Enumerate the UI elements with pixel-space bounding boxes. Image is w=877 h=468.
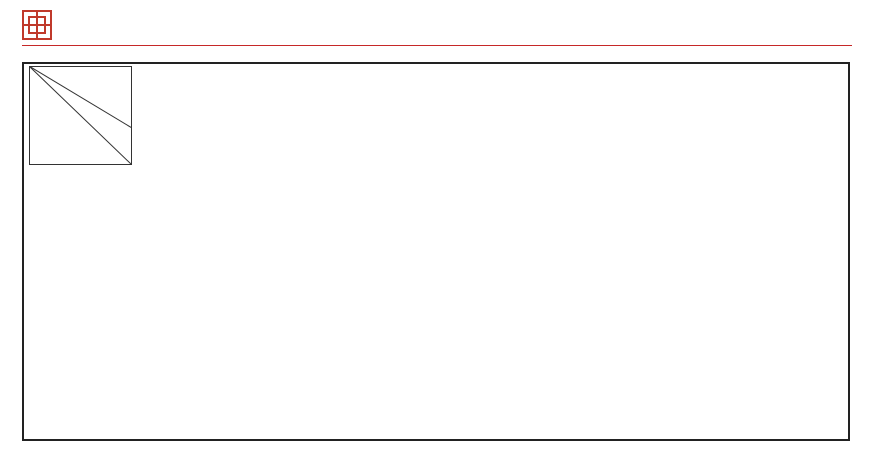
header-divider: [22, 45, 852, 46]
brand-logo-icon: [22, 10, 52, 40]
spec-table: [22, 62, 850, 441]
diagonal-header-lines: [29, 66, 132, 165]
